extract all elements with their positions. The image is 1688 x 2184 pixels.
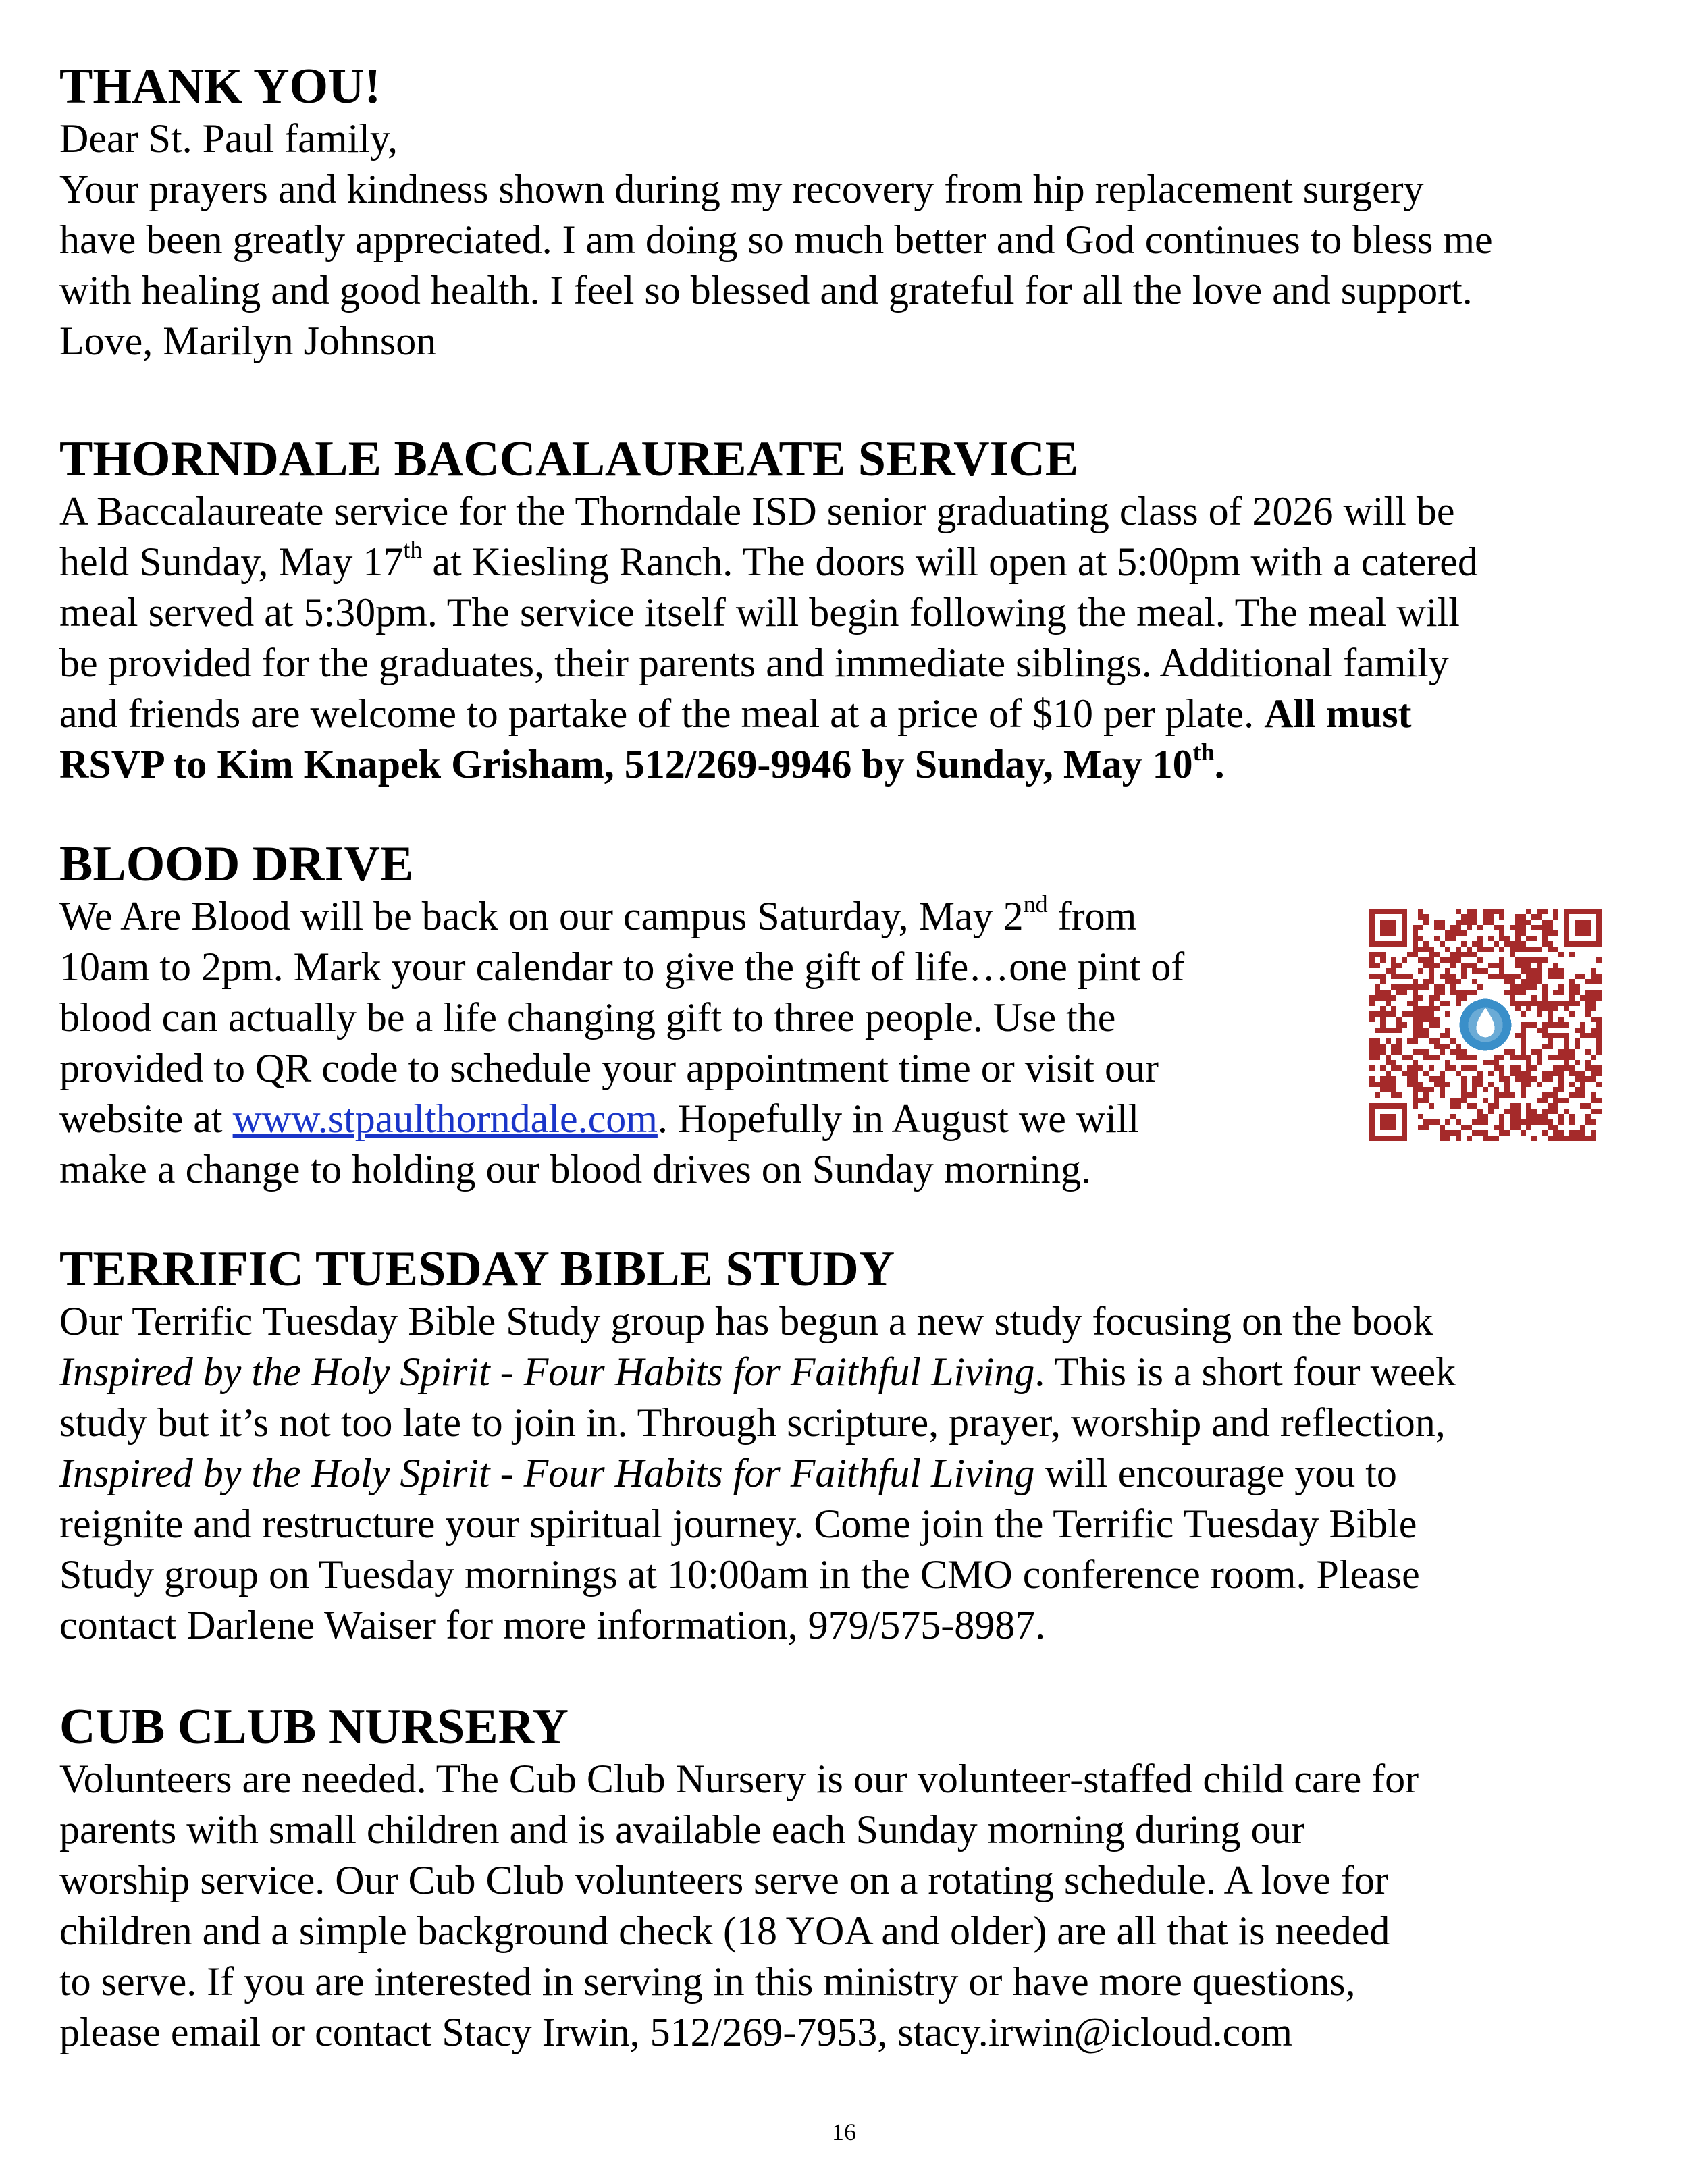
baccalaureate-body [59, 486, 1629, 790]
thank-you-greeting: Dear St. Paul family, [59, 116, 398, 161]
website-label: website at [59, 1096, 233, 1141]
bible-study-body [59, 1296, 1629, 1651]
bible-study-line [59, 1347, 1629, 1397]
baccalaureate-date-text: held Sunday, May 17 [59, 539, 404, 584]
baccalaureate-location-text: at Kiesling Ranch. The doors will open at 5:00pm with a catered [422, 539, 1478, 584]
cub-club-line: children and a simple background check (18 YOA and older) are all that is needed [59, 1909, 1390, 1953]
baccalaureate-rsvp-line [59, 739, 1629, 790]
baccalaureate-line: A Baccalaureate service for the Thorndale ISD senior graduating class of 2026 will be [59, 489, 1455, 533]
we-are-blood-logo-icon [1455, 994, 1516, 1055]
bible-study-line [59, 1448, 1629, 1499]
qr-finder-pattern [1564, 909, 1602, 914]
bible-study-line: reignite and restructure your spiritual journey. Come join the Terrific Tuesday Bible [59, 1501, 1417, 1546]
blood-drive-line: 10am to 2pm. Mark your calendar to give the gift of life…one pint of [59, 944, 1185, 989]
ordinal-suffix: nd [1023, 890, 1048, 917]
baccalaureate-line: meal served at 5:30pm. The service itself will begin following the meal. The meal will [59, 590, 1460, 635]
baccalaureate-section [59, 432, 1629, 790]
blood-drive-date-text: We Are Blood will be back on our campus Saturday, May 2 [59, 894, 1024, 938]
thank-you-line: have been greatly appreciated. I am doing so much better and God continues to bless me [59, 217, 1493, 262]
qr-finder-pattern [1369, 1103, 1407, 1109]
thank-you-signoff: Love, Marilyn Johnson [59, 319, 437, 363]
bible-study-text: will encourage you to [1034, 1451, 1397, 1495]
thank-you-body [59, 113, 1629, 367]
blood-drive-line: blood can actually be a life changing gift to three people. Use the [59, 995, 1116, 1040]
cub-club-body [59, 1754, 1566, 2058]
cub-club-line: to serve. If you are interested in serving in this ministry or have more questions, [59, 1959, 1356, 2004]
ordinal-suffix: th [1192, 739, 1215, 766]
blood-drive-august-text: . Hopefully in August we will [657, 1096, 1140, 1141]
cub-club-line: please email or contact Stacy Irwin, 512/269-7953, stacy.irwin@icloud.com [59, 2010, 1292, 2054]
blood-drive-line: provided to QR code to schedule your appointment time or visit our [59, 1046, 1159, 1090]
cub-club-heading: CUB CLUB NURSERY [59, 1699, 569, 1755]
cub-club-line: Volunteers are needed. The Cub Club Nursery is our volunteer-staffed child care for [59, 1757, 1419, 1801]
bible-study-line: contact Darlene Waiser for more information, 979/575-8987. [59, 1603, 1046, 1647]
page-number: 16 [832, 2119, 856, 2146]
website-link[interactable]: www.stpaulthorndale.com [232, 1096, 658, 1141]
bible-study-heading: TERRIFIC TUESDAY BIBLE STUDY [59, 1242, 895, 1297]
blood-drive-body [59, 891, 1337, 1195]
blood-drive-heading: BLOOD DRIVE [59, 836, 414, 892]
rsvp-period: . [1214, 742, 1225, 787]
blood-drive-line [59, 891, 1337, 942]
book-title: Inspired by the Holy Spirit - Four Habits for Faithful Living [59, 1350, 1035, 1394]
thank-you-heading: THANK YOU! [59, 59, 381, 114]
thank-you-line: with healing and good health. I feel so blessed and grateful for all the love and support. [59, 268, 1473, 313]
bible-study-text: . This is a short four week [1034, 1350, 1456, 1394]
blood-drive-from-text: from [1047, 894, 1137, 938]
baccalaureate-price-text: and friends are welcome to partake of the meal at a price of $10 per plate. [59, 691, 1265, 736]
bible-study-section [59, 1242, 1629, 1651]
rsvp-contact-text: RSVP to Kim Knapek Grisham, 512/269-9946 by Sunday, May 10 [59, 742, 1193, 787]
blood-drive-line [59, 1094, 1337, 1144]
thank-you-line: Your prayers and kindness shown during my recovery from hip replacement surgery [59, 167, 1424, 211]
bible-study-line: study but it’s not too late to join in. Through scripture, prayer, worship and reflection, [59, 1400, 1446, 1445]
baccalaureate-line: be provided for the graduates, their parents and immediate siblings. Additional family [59, 641, 1449, 685]
cub-club-line: parents with small children and is available each Sunday morning during our [59, 1807, 1305, 1852]
thank-you-section [59, 59, 1629, 367]
blood-drive-qr-code[interactable] [1369, 909, 1602, 1141]
ordinal-suffix: th [403, 536, 423, 563]
bible-study-line: Our Terrific Tuesday Bible Study group has begun a new study focusing on the book [59, 1299, 1433, 1343]
bible-study-line: Study group on Tuesday mornings at 10:00am in the CMO conference room. Please [59, 1552, 1420, 1597]
book-title: Inspired by the Holy Spirit - Four Habits for Faithful Living [59, 1451, 1035, 1495]
baccalaureate-line [59, 689, 1629, 739]
rsvp-bold-text: All must [1264, 691, 1412, 736]
blood-drive-line: make a change to holding our blood drives on Sunday morning. [59, 1147, 1092, 1192]
qr-finder-pattern [1369, 909, 1407, 914]
cub-club-line: worship service. Our Cub Club volunteers serve on a rotating schedule. A love for [59, 1858, 1388, 1902]
baccalaureate-heading: THORNDALE BACCALAUREATE SERVICE [59, 431, 1079, 487]
baccalaureate-line [59, 537, 1629, 587]
cub-club-section [59, 1700, 1566, 2058]
